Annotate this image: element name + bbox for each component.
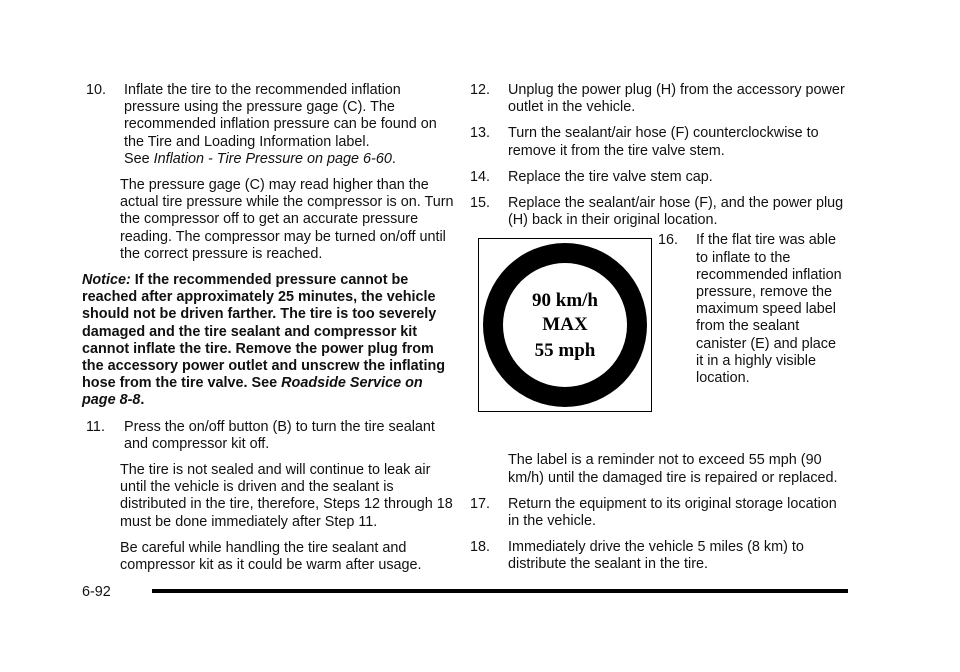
- step-number: 17.: [470, 495, 491, 512]
- step-text: [124, 82, 454, 168]
- step-17: [470, 496, 850, 530]
- step-number: 14.: [470, 168, 491, 185]
- step-12: [470, 82, 850, 116]
- step-15: [470, 195, 850, 229]
- cross-reference: Inflation - Tire Pressure on page 6-60: [153, 150, 392, 167]
- speed-max: MAX: [542, 314, 588, 336]
- step-10: [86, 82, 454, 168]
- step-11-note-2: Be careful while handling the tire sealant and compressor kit as it could be warm after usage.: [120, 539, 422, 574]
- notice-label: Notice:: [82, 272, 131, 289]
- step-10-text: Inflate the tire to the recommended inflation pressure using the pressure gage (C). The recommended inflation pressure can be found on the Tire and Loading Information label.: [124, 82, 437, 150]
- max-speed-label-figure: [478, 238, 652, 412]
- speed-kmh: 90 km/h: [532, 290, 598, 312]
- step-text: Press the on/off button (B) to turn the tire sealant and compressor kit off.: [124, 418, 435, 452]
- step-text: Immediately drive the vehicle 5 miles (8 km) to distribute the sealant in the tire.: [508, 539, 804, 573]
- footer-rule: [152, 589, 848, 593]
- step-number: 12.: [470, 82, 491, 98]
- notice-end: .: [140, 392, 145, 409]
- notice-reference: Roadside Service on page 8-8: [82, 375, 423, 409]
- right-column: [470, 82, 850, 583]
- step-number: 18.: [470, 539, 491, 556]
- step-text: Return the equipment to its original storage location in the vehicle.: [508, 495, 837, 530]
- step-number: 15.: [470, 195, 491, 212]
- step-18: [470, 539, 850, 573]
- step-16-note: The label is a reminder not to exceed 55 mph (90 km/h) until the damaged tire is repaired or replaced.: [508, 452, 838, 486]
- step-11: [86, 419, 454, 453]
- step-10-note: The pressure gage (C) may read higher than the actual tire pressure while the compressor is on. Turn the compressor off to get an accurate pressure reading. The compressor may be turned on/off until the correct pressure is reached.: [120, 177, 454, 262]
- speed-label-ring: [479, 239, 651, 411]
- step-11-note-1: The tire is not sealed and will continue to leak air until the vehicle is driven and the sealant is distributed in the tire, therefore, Steps 12 through 18 must be done immediately after Step 11.: [120, 462, 453, 530]
- step-text: Turn the sealant/air hose (F) counterclockwise to remove it from the tire valve stem.: [508, 125, 819, 159]
- notice-block: [82, 272, 454, 410]
- step-number: 10.: [86, 82, 107, 98]
- notice-body: If the recommended pressure cannot be reached after approximately 25 minutes, the vehicle should not be driven farther. The tire is too severely damaged and the tire sealant and compressor kit cannot inflate the tire. Remove the power plug from the accessory power outlet and unscrew the inflating hose from the tire valve. See: [82, 272, 446, 392]
- step-14: [470, 169, 850, 186]
- step-text: Replace the sealant/air hose (F), and the power plug (H) back in their original location.: [508, 195, 844, 229]
- page-number: 6-92: [82, 584, 111, 600]
- speed-mph: 55 mph: [534, 340, 596, 362]
- step-text: Replace the tire valve stem cap.: [508, 168, 713, 185]
- left-column: [82, 82, 454, 583]
- step-number: 11.: [86, 418, 105, 435]
- step-13: [470, 125, 850, 159]
- step-number: 13.: [470, 125, 491, 142]
- speed-label-section: [470, 232, 850, 412]
- see-prefix: See: [124, 150, 154, 167]
- see-suffix: .: [391, 150, 396, 167]
- step-text: If the flat tire was able to inflate to the recommended inflation pressure, remove the maximum speed label from the sealant canister (E) and place it in a highly visible location.: [696, 232, 842, 387]
- step-text: Unplug the power plug (H) from the accessory power outlet in the vehicle.: [508, 82, 845, 116]
- step-16: [658, 232, 846, 412]
- step-number: 16.: [658, 232, 679, 249]
